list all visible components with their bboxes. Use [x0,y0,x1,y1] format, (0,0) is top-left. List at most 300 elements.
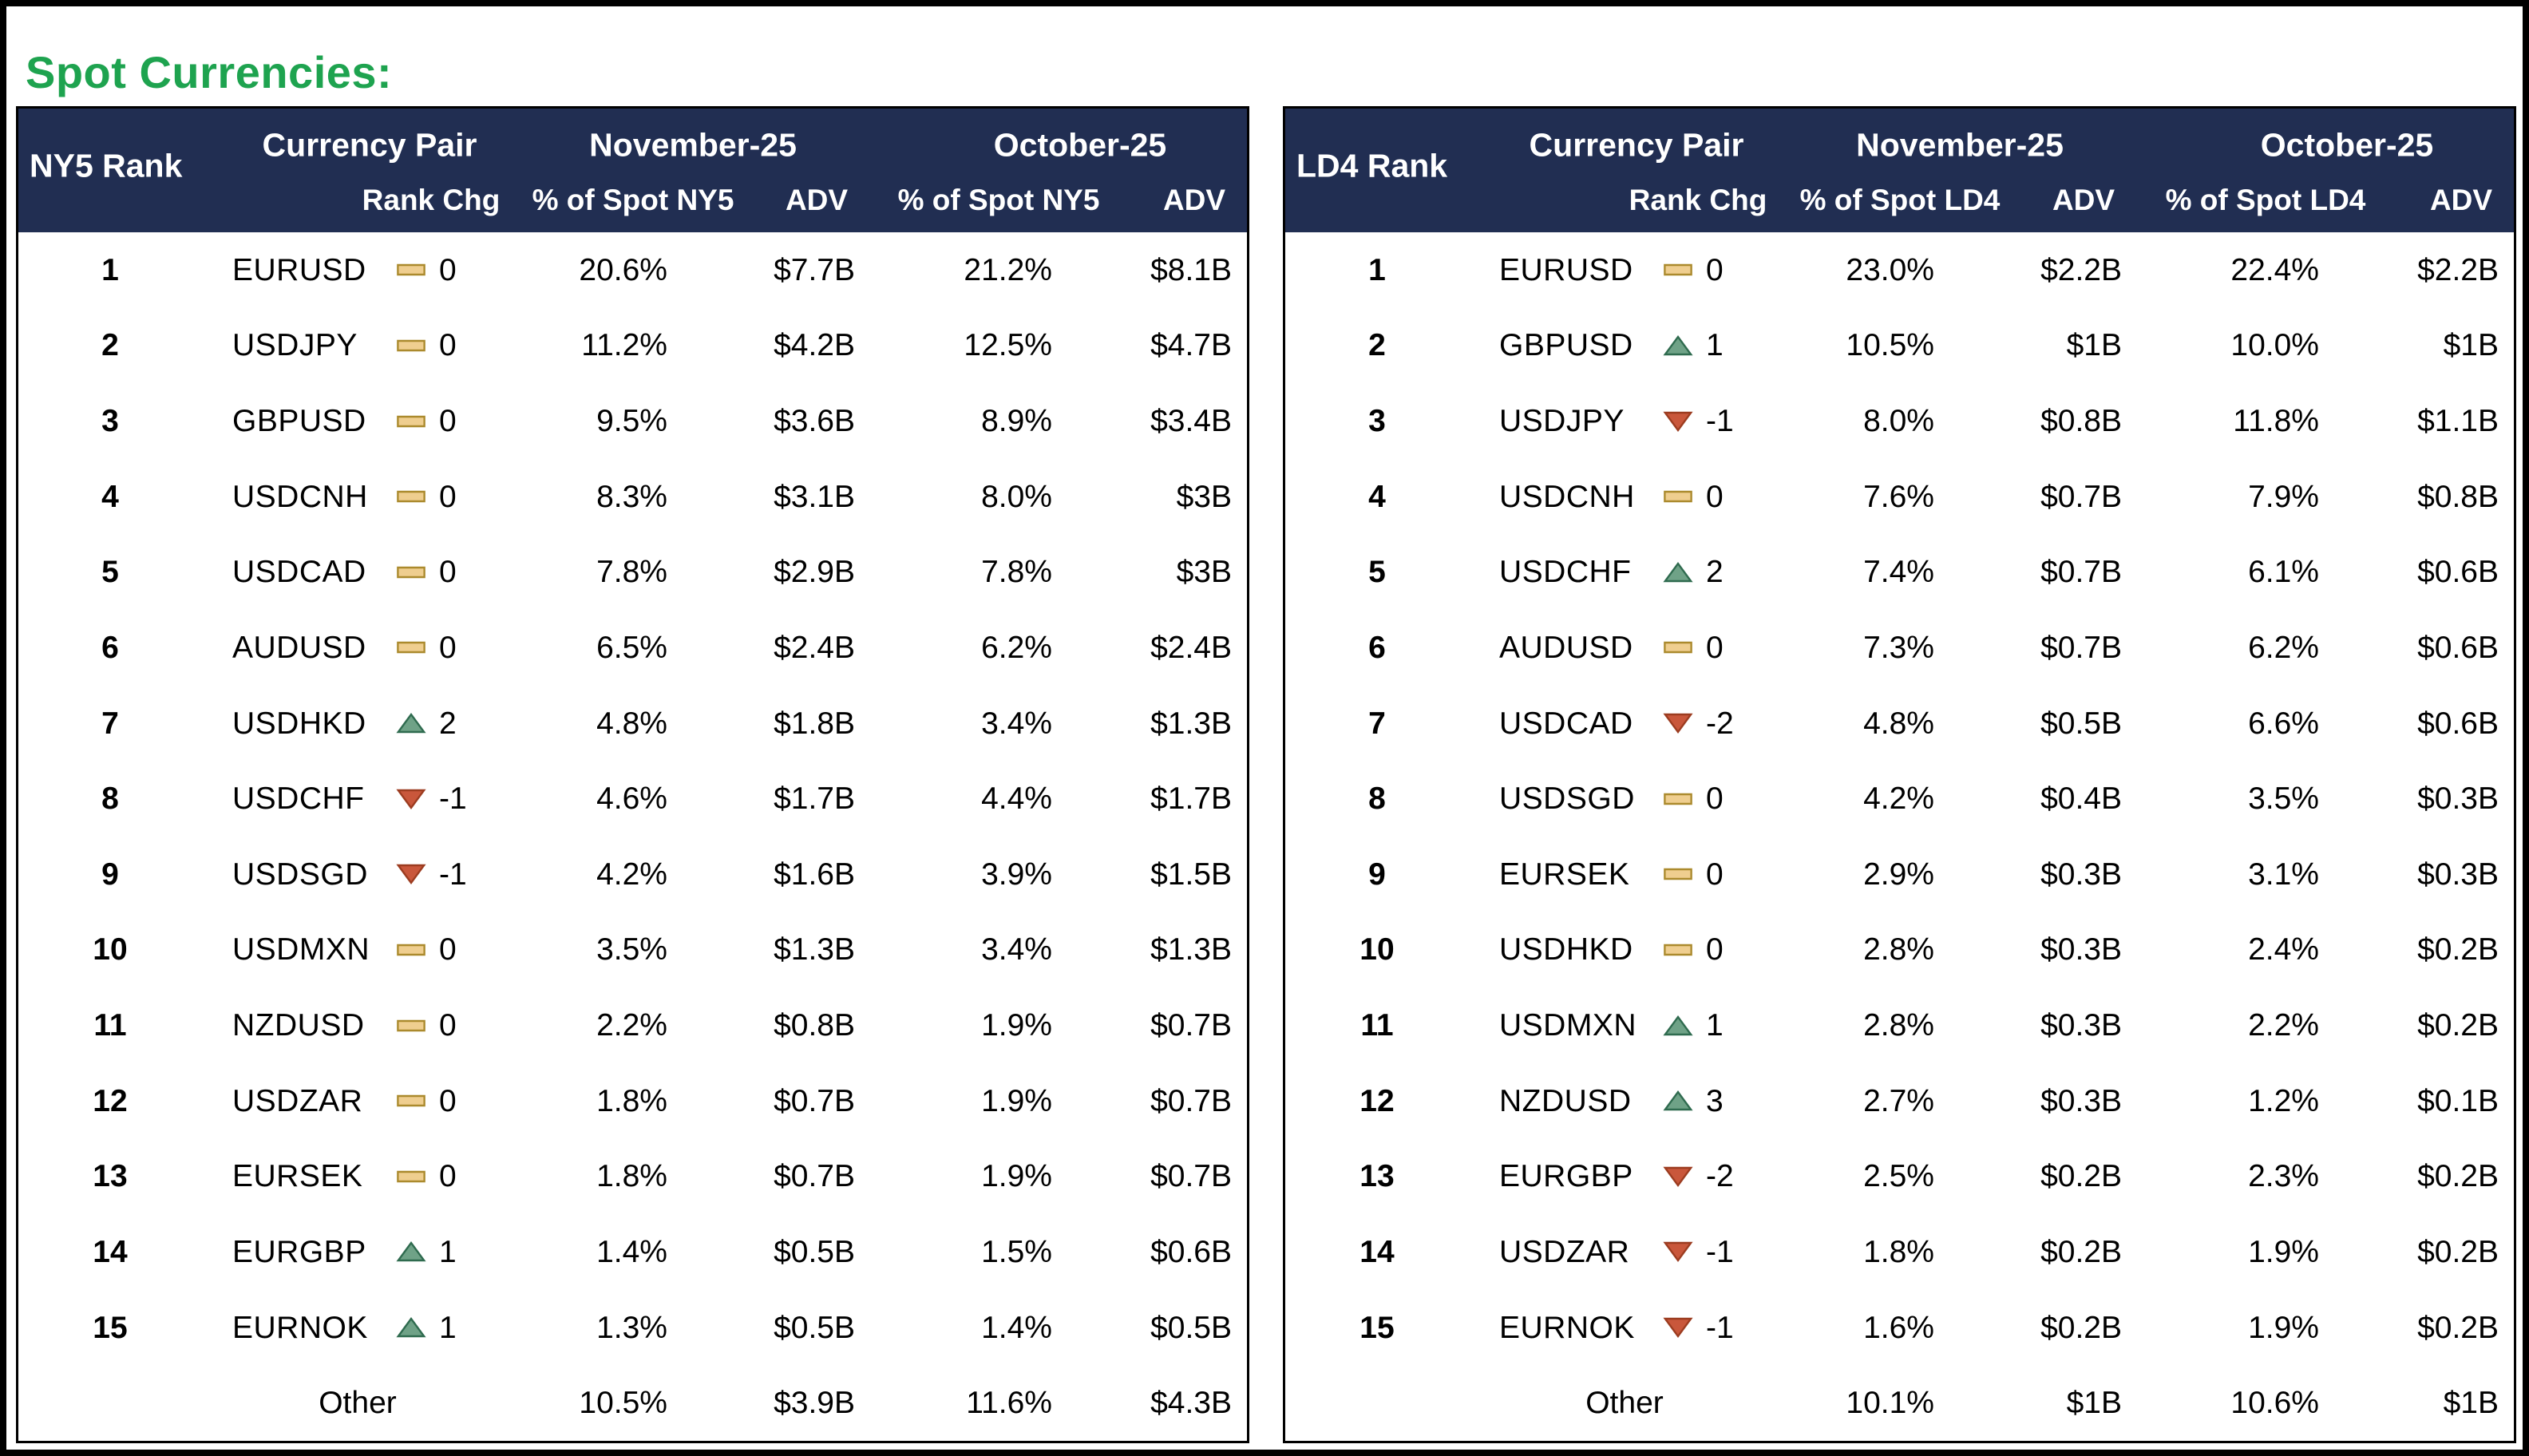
pct-month1-value: 2.9% [1863,857,1934,892]
currency-pair-label: GBPUSD [1499,328,1633,363]
pct-spot-month1-header: % of Spot NY5 [532,184,734,216]
pct-month2-value: 3.1% [2248,857,2319,892]
rank-change [1660,330,1780,361]
other-row [18,1365,1247,1441]
adv-month1-header: ADV [785,184,849,216]
rank-up-icon [1663,1090,1693,1112]
adv-month1-value: $1.8B [774,706,855,741]
rank-down-icon [1663,712,1693,734]
rank-up-icon [396,712,426,734]
pct-month2-value: 1.9% [981,1008,1052,1043]
currency-pair-label: USDMXN [1499,1008,1637,1043]
table-row [1285,535,2514,611]
rank-value: 2 [1368,328,1386,363]
pct-month1-value: 1.8% [596,1083,667,1118]
rank-change [1660,859,1780,890]
table-rows [18,232,1247,1441]
adv-month1-value: $0.8B [2040,404,2122,439]
currency-pair-label: NZDUSD [1499,1083,1632,1118]
rank-change [394,859,513,890]
pct-month2-value: 22.4% [2230,252,2319,287]
table-rows [1285,232,2514,1441]
pct-month2-value: 11.8% [2233,404,2319,439]
table-row [1285,987,2514,1063]
spot-table-ny5 [16,106,1249,1443]
pct-month1-value: 10.5% [1846,328,1934,363]
rank-change [1660,934,1780,965]
rank-change-value: -2 [1706,706,1734,741]
adv-month2-value: $0.2B [2417,1310,2499,1345]
rank-flat-icon [1663,788,1693,810]
currency-pair-label: EURNOK [1499,1310,1635,1345]
currency-pair-label: EURUSD [232,252,366,287]
currency-pair-label: USDCNH [1499,479,1635,514]
rank-value: 3 [1368,404,1386,439]
adv-month2-header: ADV [1162,184,1226,216]
adv-month2-value: $1B [2443,328,2499,363]
table-row [1285,837,2514,912]
table-row [1285,686,2514,762]
rank-value: 11 [93,1008,127,1043]
pct-month2-value: 7.9% [2248,479,2319,514]
pct-month1-value: 10.1% [1846,1386,1934,1421]
rank-value: 7 [1368,706,1386,741]
rank-value: 14 [1359,1234,1395,1269]
page-title: Spot Currencies: [26,47,393,97]
pct-month1-value: 6.5% [596,630,667,665]
rank-chg-header: Rank Chg [362,184,501,216]
adv-month1-value: $0.3B [2040,1083,2122,1118]
rank-value: 8 [1368,781,1386,817]
rank-value: 4 [101,479,119,514]
rank-change-value: 0 [439,1083,457,1118]
pct-month2-value: 1.9% [2248,1234,2319,1269]
rank-change [394,1083,513,1118]
currency-pair-label: AUDUSD [232,630,366,665]
rank-flat-icon [396,410,426,433]
rank-value: 15 [93,1310,128,1345]
rank-change-value: 1 [439,1234,457,1269]
adv-month2-value: $1.1B [2417,404,2499,439]
table-row [18,1214,1247,1290]
adv-month1-value: $4.2B [774,328,855,363]
table-row [18,459,1247,535]
pct-month1-value: 11.2% [581,328,667,363]
pct-month2-value: 1.2% [2248,1083,2319,1118]
adv-month1-value: $0.7B [2040,479,2122,514]
rank-change-value: 1 [1706,328,1724,363]
adv-month1-value: $0.5B [774,1310,855,1345]
adv-month2-value: $0.7B [1150,1008,1232,1043]
adv-month1-value: $3.9B [774,1386,855,1421]
rank-flat-icon [1663,485,1693,508]
adv-month1-value: $0.5B [774,1234,855,1269]
table-row [18,610,1247,686]
rank-value: 10 [1359,932,1395,967]
table-row [18,535,1247,611]
currency-pair-label: USDSGD [1499,781,1635,817]
rank-change-value: 0 [439,252,457,287]
rank-change-value: 0 [439,932,457,967]
pct-month2-value: 3.9% [981,857,1052,892]
pct-month1-value: 1.8% [596,1159,667,1194]
pct-month2-value: 3.5% [2248,781,2319,817]
adv-month2-value: $8.1B [1150,252,1232,287]
rank-value: 1 [1368,252,1386,287]
pct-month1-value: 10.5% [579,1386,667,1421]
adv-month2-value: $0.2B [2417,932,2499,967]
rank-flat-icon [396,1090,426,1112]
currency-pair-label: USDZAR [232,1083,363,1118]
adv-month2-value: $0.6B [1150,1234,1232,1269]
rank-change [394,934,513,965]
currency-pair-label: USDSGD [232,857,368,892]
adv-month2-value: $0.2B [2417,1234,2499,1269]
rank-change [1660,1161,1780,1192]
rank-flat-icon [396,561,426,584]
other-label: Other [1585,1386,1664,1421]
table-row [18,1139,1247,1215]
spot-table-ld4 [1283,106,2516,1443]
rank-value: 8 [101,781,119,817]
currency-pair-label: USDZAR [1499,1234,1630,1269]
pct-month1-value: 2.7% [1863,1083,1934,1118]
rank-change [394,632,513,663]
pct-month1-value: 4.6% [596,781,667,817]
rank-change-value: -1 [1706,1234,1734,1269]
pct-month1-value: 9.5% [596,404,667,439]
pct-month2-value: 2.4% [2248,932,2319,967]
table-row [18,761,1247,837]
adv-month2-value: $0.3B [2417,781,2499,817]
rank-change-value: 0 [1706,781,1724,817]
rank-up-icon [1663,334,1693,357]
rank-change-value: 0 [1706,857,1724,892]
adv-month2-value: $0.7B [1150,1083,1232,1118]
pct-month2-value: 6.1% [2248,555,2319,590]
rank-value: 9 [101,857,119,892]
adv-month1-value: $2.4B [774,630,855,665]
rank-value: 1 [101,252,119,287]
rank-change [394,252,513,287]
rank-value: 13 [1359,1159,1395,1194]
adv-month1-value: $0.5B [2040,706,2122,741]
currency-pair-label: EURUSD [1499,252,1633,287]
rank-change-value: 0 [1706,252,1724,287]
rank-change-value: 0 [439,479,457,514]
rank-value: 12 [1359,1083,1395,1118]
rank-change [394,1312,513,1343]
rank-change [1660,556,1780,588]
rank-change-value: -1 [1706,404,1734,439]
rank-flat-icon [396,485,426,508]
adv-month1-value: $0.3B [2040,857,2122,892]
pct-month2-value: 12.5% [964,328,1052,363]
table-row [1285,383,2514,459]
rank-flat-icon [1663,259,1693,281]
adv-month1-header: ADV [2052,184,2115,216]
adv-month2-value: $4.3B [1150,1386,1232,1421]
pct-month2-value: 6.2% [981,630,1052,665]
rank-flat-icon [396,259,426,281]
pct-month2-value: 4.4% [981,781,1052,817]
rank-change [394,330,513,361]
rank-up-icon [396,1316,426,1339]
currency-pair-label: EURSEK [1499,857,1630,892]
pct-month1-value: 1.8% [1863,1234,1934,1269]
adv-month1-value: $1.6B [774,857,855,892]
table-header [1285,109,2514,232]
adv-month2-header: ADV [2429,184,2493,216]
rank-change-value: 0 [439,1159,457,1194]
pct-month2-value: 21.2% [964,252,1052,287]
table-row [18,912,1247,988]
table-row [1285,1214,2514,1290]
table-row [1285,232,2514,308]
rank-down-icon [1663,1240,1693,1263]
adv-month1-value: $7.7B [774,252,855,287]
rank-change-value: 0 [439,328,457,363]
pct-month1-value: 4.8% [596,706,667,741]
adv-month1-value: $0.3B [2040,932,2122,967]
rank-change [1660,481,1780,512]
pct-spot-month2-header: % of Spot LD4 [2165,184,2366,216]
currency-pair-label: USDMXN [232,932,370,967]
rank-change [1660,781,1780,817]
table-row [18,1063,1247,1139]
rank-change [1660,252,1780,287]
adv-month1-value: $0.2B [2040,1234,2122,1269]
pct-month1-value: 2.5% [1863,1159,1934,1194]
table-row [1285,459,2514,535]
rank-change-value: 3 [1706,1083,1724,1118]
currency-pair-label: USDJPY [1499,404,1625,439]
rank-change-value: 0 [439,1008,457,1043]
adv-month1-value: $0.7B [774,1159,855,1194]
adv-month1-value: $2.9B [774,555,855,590]
adv-month1-value: $1.3B [774,932,855,967]
rank-change-value: 2 [439,706,457,741]
table-row [1285,610,2514,686]
rank-change-value: 0 [1706,932,1724,967]
pct-month1-value: 4.8% [1863,706,1934,741]
adv-month1-value: $0.7B [2040,630,2122,665]
currency-pair-label: NZDUSD [232,1008,365,1043]
currency-pair-header: Currency Pair [1529,126,1744,164]
adv-month1-value: $1B [2066,1386,2122,1421]
currency-pair-label: EURNOK [232,1310,368,1345]
rank-flat-icon [396,1015,426,1037]
table-row [1285,912,2514,988]
rank-column-header: NY5 Rank [30,147,183,184]
rank-flat-icon [396,334,426,357]
rank-down-icon [396,788,426,810]
rank-value: 9 [1368,857,1386,892]
rank-change-value: 0 [439,555,457,590]
adv-month2-value: $0.6B [2417,706,2499,741]
rank-change [394,481,513,512]
rank-column-header: LD4 Rank [1296,147,1448,184]
adv-month2-value: $3B [1176,555,1232,590]
adv-month1-value: $3.6B [774,404,855,439]
table-row [18,383,1247,459]
pct-month1-value: 1.3% [596,1310,667,1345]
rank-change-value: 1 [439,1310,457,1345]
table-row [1285,1139,2514,1215]
rank-change [394,1161,513,1192]
rank-change [394,406,513,437]
adv-month2-value: $1B [2443,1386,2499,1421]
adv-month1-value: $0.2B [2040,1310,2122,1345]
adv-month2-value: $3.4B [1150,404,1232,439]
rank-change [1660,1236,1780,1268]
pct-month1-value: 4.2% [1863,781,1934,817]
pct-month2-value: 8.9% [981,404,1052,439]
rank-change [394,556,513,588]
table-row [18,837,1247,912]
rank-change-value: -1 [439,781,467,817]
adv-month2-value: $0.2B [2417,1159,2499,1194]
adv-month2-value: $0.1B [2417,1083,2499,1118]
rank-change-value: -1 [1706,1310,1734,1345]
pct-month2-value: 1.9% [981,1159,1052,1194]
adv-month2-value: $1.5B [1150,857,1232,892]
rank-change-value: 0 [439,630,457,665]
rank-value: 6 [101,630,119,665]
rank-change-value: -2 [1706,1159,1734,1194]
rank-flat-icon [396,1165,426,1188]
rank-up-icon [1663,1015,1693,1037]
adv-month1-value: $3.1B [774,479,855,514]
pct-spot-month1-header: % of Spot LD4 [1799,184,2001,216]
adv-month2-value: $0.5B [1150,1310,1232,1345]
pct-month2-value: 2.3% [2248,1159,2319,1194]
pct-month2-value: 10.0% [2230,328,2319,363]
rank-change [1660,708,1780,739]
pct-month2-value: 1.9% [981,1083,1052,1118]
rank-value: 7 [101,706,119,741]
pct-month1-value: 8.3% [596,479,667,514]
rank-change [394,781,513,817]
rank-change [1660,1083,1780,1118]
table-header [18,109,1247,232]
rank-down-icon [1663,1165,1693,1188]
adv-month1-value: $2.2B [2040,252,2122,287]
pct-month2-value: 3.4% [981,932,1052,967]
pct-month1-value: 7.8% [596,555,667,590]
adv-month2-value: $3B [1176,479,1232,514]
pct-month1-value: 1.4% [596,1234,667,1269]
rank-up-icon [1663,561,1693,584]
pct-month2-value: 1.4% [981,1310,1052,1345]
pct-month2-value: 6.2% [2248,630,2319,665]
pct-month1-value: 8.0% [1863,404,1934,439]
pct-month2-value: 2.2% [2248,1008,2319,1043]
month1-header: November-25 [1856,126,2064,164]
adv-month2-value: $2.4B [1150,630,1232,665]
month2-header: October-25 [993,126,1167,164]
currency-pair-label: USDCAD [1499,706,1633,741]
table-row [1285,1290,2514,1366]
other-label: Other [319,1386,397,1421]
table-row [18,232,1247,308]
other-row [1285,1365,2514,1441]
rank-down-icon [1663,1316,1693,1339]
pct-month2-value: 3.4% [981,706,1052,741]
rank-change-value: 2 [1706,555,1724,590]
pct-month1-value: 20.6% [579,252,667,287]
table-row [18,987,1247,1063]
adv-month1-value: $0.7B [774,1083,855,1118]
pct-month1-value: 4.2% [596,857,667,892]
currency-pair-label: AUDUSD [1499,630,1633,665]
adv-month2-value: $1.3B [1150,932,1232,967]
pct-month1-value: 2.8% [1863,932,1934,967]
rank-change [1660,1312,1780,1343]
table-row [18,686,1247,762]
table-row [18,1290,1247,1366]
pct-month2-value: 1.5% [981,1234,1052,1269]
rank-value: 11 [1360,1008,1394,1043]
currency-pair-label: EURGBP [232,1234,366,1269]
pct-month1-value: 1.6% [1863,1310,1934,1345]
pct-month1-value: 7.4% [1863,555,1934,590]
currency-pair-label: USDHKD [1499,932,1633,967]
pct-month2-value: 10.6% [2230,1386,2319,1421]
currency-pair-label: USDCHF [1499,555,1632,590]
rank-change-value: -1 [439,857,467,892]
adv-month1-value: $0.3B [2040,1008,2122,1043]
adv-month2-value: $2.2B [2417,252,2499,287]
currency-pair-label: USDCNH [232,479,368,514]
month1-header: November-25 [589,126,797,164]
table-row [1285,308,2514,384]
adv-month1-value: $0.7B [2040,555,2122,590]
adv-month2-value: $0.2B [2417,1008,2499,1043]
rank-value: 10 [93,932,128,967]
adv-month2-value: $0.8B [2417,479,2499,514]
rank-value: 3 [101,404,119,439]
pct-month1-value: 3.5% [596,932,667,967]
pct-month2-value: 8.0% [981,479,1052,514]
rank-change [394,708,513,739]
rank-value: 4 [1368,479,1386,514]
currency-pair-label: GBPUSD [232,404,366,439]
rank-value: 5 [101,555,119,590]
currency-pair-label: EURGBP [1499,1159,1633,1194]
adv-month1-value: $0.4B [2040,781,2122,817]
currency-pair-label: EURSEK [232,1159,363,1194]
currency-pair-label: USDHKD [232,706,366,741]
adv-month2-value: $1.7B [1150,781,1232,817]
rank-down-icon [396,863,426,885]
rank-value: 14 [93,1234,128,1269]
pct-month2-value: 6.6% [2248,706,2319,741]
pct-month2-value: 1.9% [2248,1310,2319,1345]
rank-flat-icon [1663,636,1693,659]
pct-month1-value: 7.3% [1863,630,1934,665]
rank-change [1660,1010,1780,1041]
adv-month1-value: $0.2B [2040,1159,2122,1194]
rank-value: 15 [1359,1310,1395,1345]
adv-month2-value: $1.3B [1150,706,1232,741]
rank-flat-icon [1663,863,1693,885]
rank-value: 13 [93,1159,128,1194]
rank-change-value: 1 [1706,1008,1724,1043]
adv-month2-value: $0.6B [2417,555,2499,590]
rank-value: 12 [93,1083,128,1118]
pct-month2-value: 7.8% [981,555,1052,590]
